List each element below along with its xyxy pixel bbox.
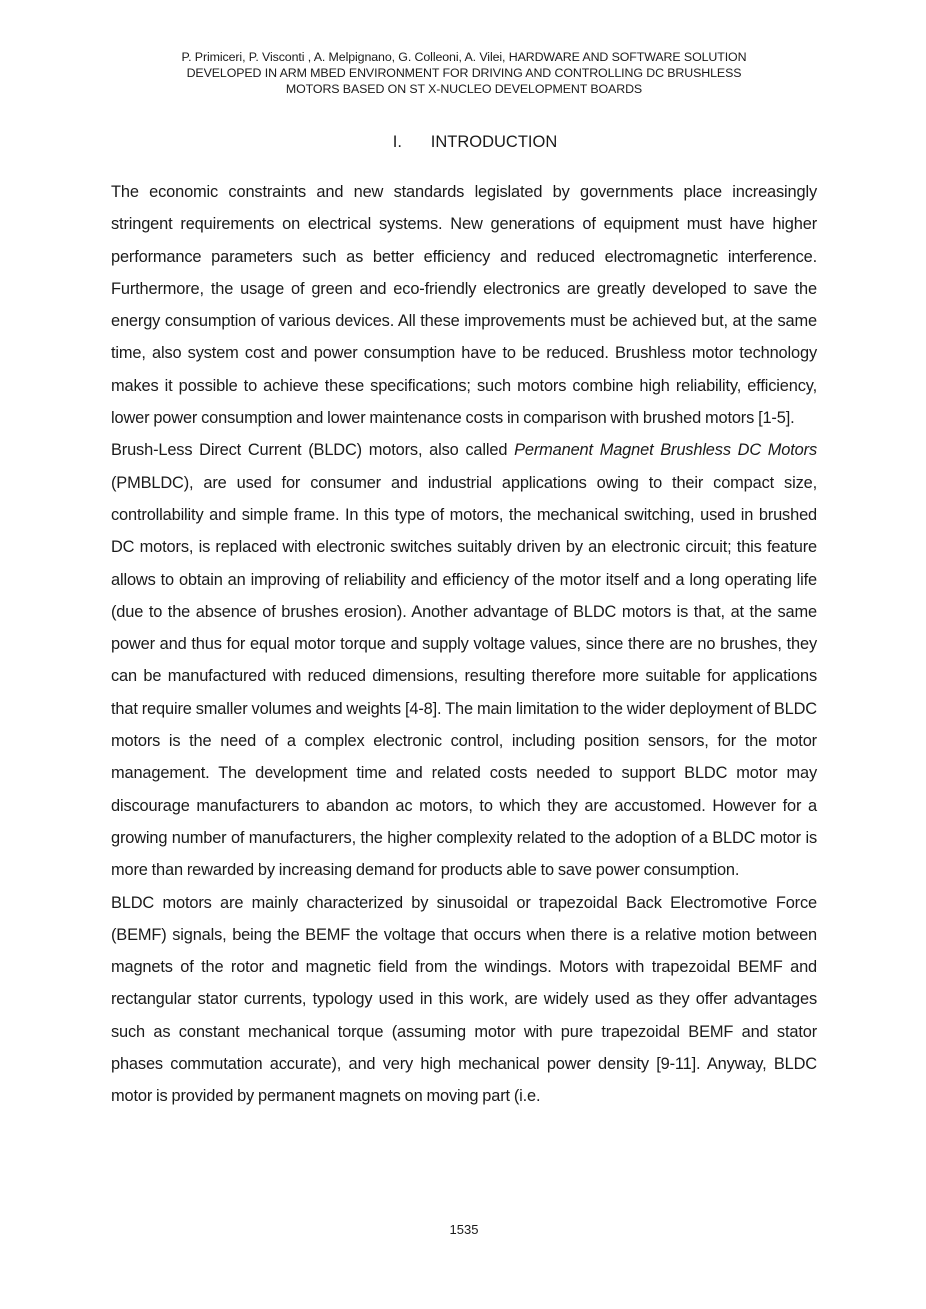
paragraph-2-italic-term: Permanent Magnet Brushless DC Motors [514,441,817,460]
body-text [111,176,817,1113]
running-header [110,49,818,97]
section-title: INTRODUCTION [430,133,558,151]
paragraph-2-body: (PMBLDC), are used for consumer and industrial applications owing to their compact size, controllability and simple frame. In this type of motors, the mechanical switching, used in brushed DC motors, is replaced with electronic switches suitably driven by an electronic circuit; this feature allows to obtain an improving of reliability and efficiency of the motor itself and a long operating life (due to the absence of brushes erosion). Another advantage of BLDC motors is that, at the same power and thus for equal motor torque and supply voltage values, since there are no brushes, they can be manufactured with reduced dimensions, resulting therefore more suitable for applications that require smaller volumes and weights [4-8]. The main limitation to the wider deployment of BLDC motors is the need of a complex electronic control, including position sensors, for the motor management. The development time and related costs needed to support BLDC motor may discourage manufacturers to abandon ac motors, to which they are accustomed. However for a growing number of manufacturers, the higher complexity related to the adoption of a BLDC motor is more than rewarded by increasing demand for products able to save power consumption. [111,473,817,880]
paragraph-2-intro: Brush-Less Direct Current (BLDC) motors, also called [111,441,515,460]
paragraph-3: BLDC motors are mainly characterized by sinusoidal or trapezoidal Back Electromotive Force (BEMF) signals, being the BEMF the voltage that occurs when there is a relative motion between magnets of the rotor and magnetic field from the windings. Motors with trapezoidal BEMF and rectangular stator currents, typology used in this work, are widely used as they offer advantages such as constant mechanical torque (assuming motor with pure trapezoidal BEMF and stator phases commutation accurate), and very high mechanical power density [9-11]. Anyway, BLDC motor is provided by permanent magnets on moving part (i.e. [111,893,817,1106]
paragraph-1: The economic constraints and new standards legislated by governments place increasingly stringent requirements on electrical systems. New generations of equipment must have higher performance parameters such as better efficiency and reduced electromagnetic interference. Furthermore, the usage of green and eco-friendly electronics are greatly developed to save the energy consumption of various devices. All these improvements must be achieved but, at the same time, also system cost and power consumption have to be reduced. Brushless motor technology makes it possible to achieve these specifications; such motors combine high reliability, efficiency, lower power consumption and lower maintenance costs in comparison with brushed motors [1-5]. [111,183,817,428]
section-number: I. [392,133,402,151]
running-header-line-1: P. Primiceri, P. Visconti , A. Melpignano, G. Colleoni, A. Vilei, HARDWARE AND SOFTWARE SOLUTION [181,50,747,64]
paragraph-2 [111,434,817,886]
section-heading [110,131,818,153]
running-header-line-3: MOTORS BASED ON ST X-NUCLEO DEVELOPMENT BOARDS [285,82,643,96]
page-number: 1535 [449,1222,479,1237]
running-header-line-2: DEVELOPED IN ARM MBED ENVIRONMENT FOR DRIVING AND CONTROLLING DC BRUSHLESS [186,66,742,80]
